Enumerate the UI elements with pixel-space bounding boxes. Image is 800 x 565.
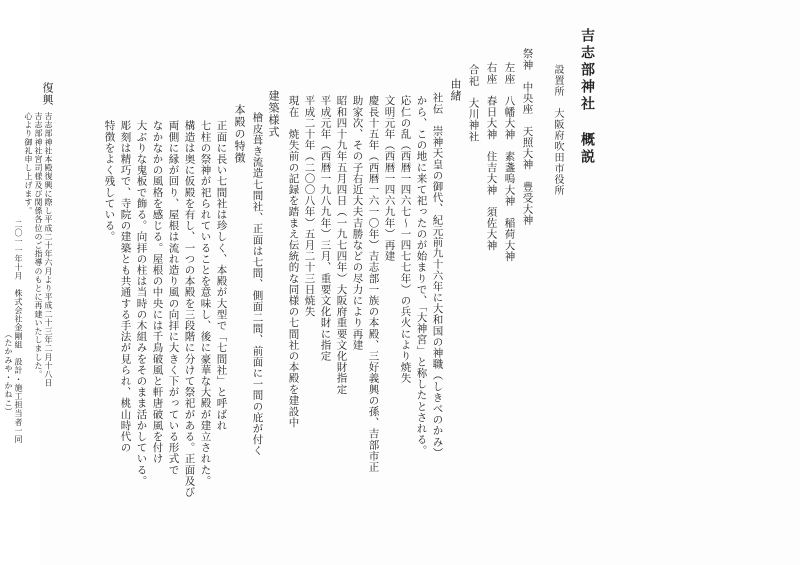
feature-heading: 本殿の特徴: [233, 104, 246, 164]
feature-line-7: 彫刻は精巧で、寺院の建築とも共通する手法が見られ、桃山時代の: [119, 120, 132, 453]
history-heading: 由緒: [449, 78, 462, 102]
history-line-10: 現在 焼失前の記録を踏まえ伝統的な同様の七間社の本殿を建設中: [287, 95, 300, 428]
enshrined-line-3: 右座 春日大神 住吉大神 須佐大神: [485, 62, 498, 251]
restoration-heading-visible: 復興: [41, 82, 54, 106]
history-line-2: から、この地に来て祀ったのが始まりで、「大神宮」と称したとされる。: [415, 95, 428, 457]
feature-line-6: 大ぶりな鬼板で飾る。向拝の柱は当時の木組みをそのまま活かしている。: [135, 120, 148, 487]
feature-line-1: 正面に長い七間社は珍しく、本殿が大型で「七間社」と呼ばれ: [215, 120, 228, 431]
enshrined-line-1: 祭神 中央座 天照大神 豊受大神: [521, 48, 534, 226]
restore-line-2: 吉志部神社宮司様及び関係各位のご指導のもとに再建いたしました。: [34, 112, 43, 379]
history-line-9: 平成二十年（二〇〇八年）五月二十三日焼失: [303, 95, 316, 317]
history-line-4: 文明元年（西暦一四六九年）再建: [383, 95, 396, 262]
pan-shrine: 合祀 大川神社: [467, 64, 480, 142]
feature-line-8: 特徴をよく残している。: [103, 120, 116, 243]
feature-line-4: 両側に縁が回り、屋根は流れ造り風の向拝に大きく下がっている形式で: [167, 120, 180, 476]
history-line-7: 昭和四十九年五月四日（一九七四年）大阪府重要文化財指定: [335, 95, 348, 395]
history-line-6: 助家次、その子右近大夫吉勝などの尽力により再建: [351, 95, 364, 351]
signature-line-1: 二〇一一年十月 株式会社金剛組 設計・施工担当者一同: [14, 220, 23, 444]
signature-line-2: （たかみや・かねこ）: [4, 330, 13, 416]
enshrined-line-2: 左座 八幡大神 素盞嗚大神 稲荷大神: [503, 62, 516, 262]
feature-line-3: 構造は奥に仮殿を有し、一つの本殿を三段階に分けて祭祀がある。正面及び: [183, 120, 196, 498]
history-line-8: 平成元年（西暦一九八九年）三月、重要文化財に指定: [319, 95, 332, 362]
feature-line-5: なかなかの風格を感じる。屋根の中央には千鳥破風と軒唐破風を付け: [151, 120, 164, 465]
restore-line-3: 心より御礼申し上げます。: [24, 112, 33, 216]
feature-line-2: 七柱の祭神が祀られていることを意味し、後に豪華な大殿が建立された。: [199, 120, 212, 487]
restore-line-1: 吉志部神社本殿復興に際し平成二十年六月より平成二十三年二月十八日: [44, 112, 53, 388]
history-line-1: 社伝 崇神天皇の御代、紀元前九十六年に大和国の神職（しきべのかみ）: [431, 92, 444, 459]
architecture-heading: 建築様式: [267, 90, 280, 138]
document-org: 設置所 大阪府吹田市役所: [552, 64, 563, 196]
history-line-3: 応仁の乱（西暦一四六七〜一四七七年）の兵火により焼失: [399, 95, 412, 384]
document-page: [40, 0, 800, 565]
architecture-text: 檜皮葺き流造七間社、正面は七間、側面二間、前面に一間の庇が付く: [251, 112, 264, 457]
history-line-5: 慶長十五年（西暦一六一〇年）吉志部一族の本殿、三好義興の孫、吉部市正: [367, 95, 380, 473]
document-title: 吉志部神社 概説: [579, 28, 595, 166]
